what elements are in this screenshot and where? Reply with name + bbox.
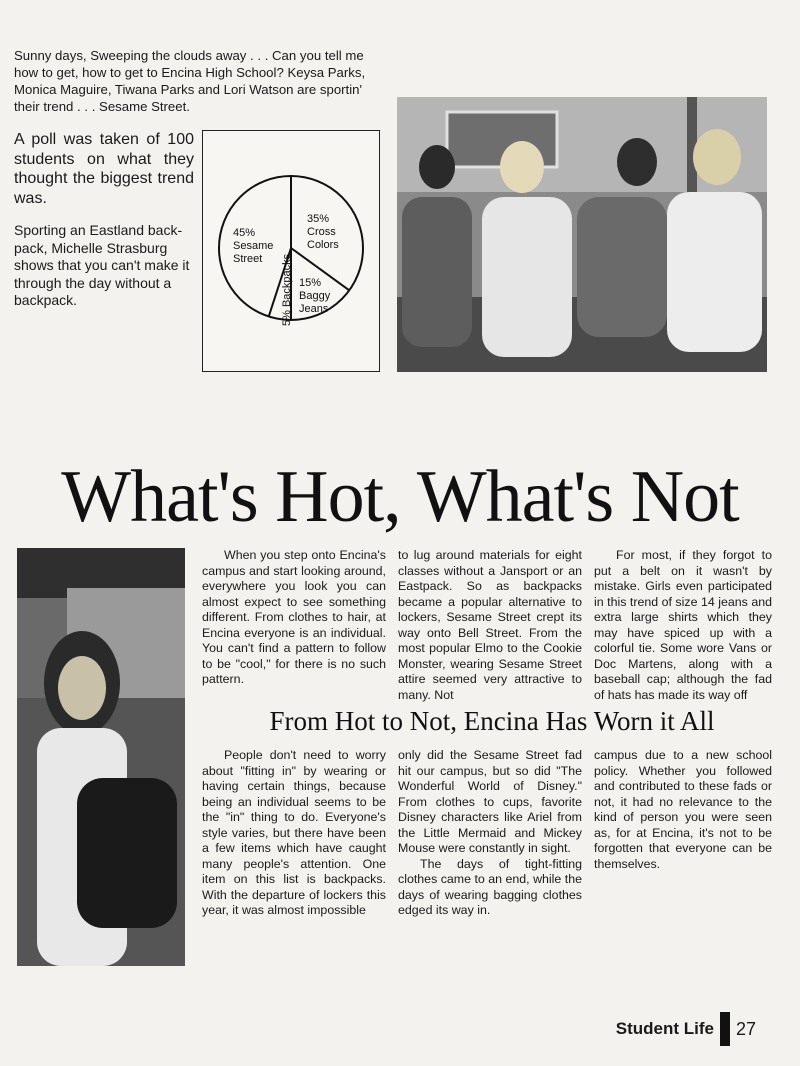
article-paragraph: The days of tight-fitting clothes came to an end, while the days of wearing bagging clothes edged its way in. bbox=[398, 856, 582, 917]
page-footer bbox=[616, 1012, 756, 1046]
pie-label-sesame-street: 45% Sesame Street bbox=[233, 227, 274, 265]
poll-pie-chart bbox=[203, 131, 379, 371]
article-col2-top bbox=[398, 548, 582, 703]
footer-divider-bar bbox=[720, 1012, 730, 1046]
pie-label-cross-colors: 35% Cross Colors bbox=[307, 213, 339, 251]
article-col2-bottom bbox=[398, 748, 582, 919]
sesame-street-group-photo bbox=[397, 97, 767, 372]
poll-chart-box bbox=[202, 130, 380, 372]
poll-intro-text: A poll was taken of 100 students on what they thought the biggest trend was. bbox=[14, 131, 194, 207]
article-paragraph: to lug around materials for eight classes without a Jansport or an Eastpack. So as backpacks became a popular alternative to lockers, Sesame Street crept its way onto Bell Street. From the most popular Elmo to the Cookie Monster, wearing Sesame Street attire seemed very attractive to many. Not bbox=[398, 548, 582, 702]
article-col3-bottom bbox=[594, 748, 772, 872]
article-paragraph: People don't need to worry about "fitting in" by wearing or having certain things, because being an individual seems to be the "in" thing to do. Everyone's style varies, but there have been a few items which have caught many people's attention. One item on this list is backpacks. With the departure of lockers this year, it was almost impossible bbox=[202, 748, 386, 917]
backpack-student-photo bbox=[17, 548, 185, 966]
article-paragraph: only did the Sesame Street fad hit our campus, but so did "The Wonderful World of Disney." From clothes to cups, favorite Disney characters like Ariel from the Little Mermaid and Mickey Mouse were constantly in sight. bbox=[398, 748, 582, 855]
page-subheadline: From Hot to Not, Encina Has Worn it All bbox=[269, 706, 715, 736]
backpack-photo-caption: Sporting an Eastland back-pack, Michelle Strasburg shows that you can't make it through the day without a backpack. bbox=[14, 222, 190, 308]
article-col1-top bbox=[202, 548, 386, 688]
article-paragraph: When you step onto Encina's campus and start looking around, everywhere you look you can almost expect to see something different. From clothes to hair, at Encina everyone is an individual. You can't find a pattern to follow to be "cool," for there is no such pattern. bbox=[202, 548, 386, 686]
article-paragraph: For most, if they forgot to put a belt on it wasn't by mistake. Girls even participated in this trend of size 14 jeans and extra large shirts which they may have spiced up with a colorful tie. Some wore Vans or Doc Martens, along with a baseball cap; although the fad of hats has made its way off bbox=[594, 548, 772, 702]
pie-label-baggy-jeans: 15% Baggy Jeans bbox=[299, 277, 331, 315]
top-photo-caption: Sunny days, Sweeping the clouds away . . . Can you tell me how to get, how to get to Encina High School? Keysa Parks, Monica Maguire, Tiwana Parks and Lori Watson are sportin' their trend . . . Sesame Street. bbox=[14, 48, 366, 114]
footer-section-label: Student Life bbox=[615, 1019, 714, 1038]
article-col3-top bbox=[594, 548, 772, 703]
pie-label-backpacks: 5% Backpacks bbox=[281, 253, 293, 326]
article-paragraph: campus due to a new school policy. Whether you followed and contributed to these fads or not, it had no relevance to the kind of person you were seen as, for at Encina, it's not to be forgotten that everyone can be themselves. bbox=[594, 748, 772, 871]
page-number: 27 bbox=[735, 1018, 756, 1039]
page-headline: What's Hot, What's Not bbox=[61, 456, 739, 538]
article-col1-bottom bbox=[202, 748, 386, 919]
